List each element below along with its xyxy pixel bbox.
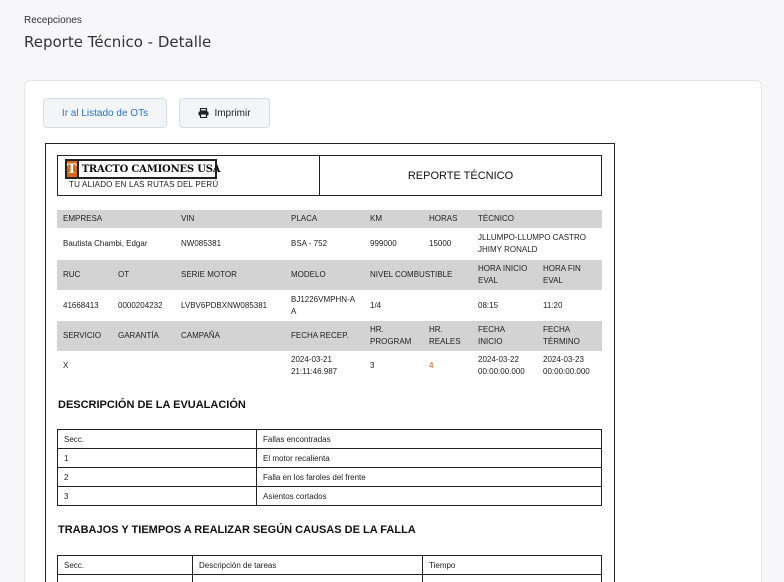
header-hora-fin-eval: HORA FIN EVAL: [543, 264, 581, 285]
value-horas: 15000: [429, 239, 452, 248]
go-to-ots-button[interactable]: [43, 98, 167, 128]
table-header-cell: Fallas encontradas: [257, 430, 602, 449]
value-fecha-recep: 2024-03-21 21:11:46.987: [291, 355, 338, 376]
value-ruc: 41668413: [63, 300, 99, 310]
header-fecha-termino: FECHA TÉRMINO: [543, 325, 580, 346]
header-fecha-inicio: FECHA INICIO: [478, 325, 505, 346]
table-header-cell: Tiempo: [423, 556, 602, 575]
value-fecha-termino: 2024-03-23 00:00:00.000: [543, 355, 590, 376]
info-value-row: [57, 290, 602, 321]
company-logo: [65, 159, 221, 179]
info-header-row: [57, 321, 602, 351]
table-header-cell: Descripción de tareas: [193, 556, 423, 575]
header-hr-reales: HR. REALES: [429, 325, 461, 346]
table-header-cell: Secc.: [58, 556, 193, 575]
value-hora-inicio-eval: 08:15: [478, 300, 499, 310]
value-placa: BSA - 752: [291, 239, 328, 248]
table-cell: 1: [58, 449, 257, 468]
table-cell: 2: [58, 468, 257, 487]
header-empresa: EMPRESA: [63, 214, 103, 223]
header-serie-motor: SERIE MOTOR: [181, 270, 237, 279]
logo-mark: T: [67, 161, 77, 177]
table-row: [58, 449, 602, 468]
info-header-row: [57, 210, 602, 228]
value-nivel-combustible: 1/4: [370, 300, 382, 310]
value-hr-program: 3: [370, 361, 375, 370]
report-logo-cell: [58, 156, 320, 195]
table-row: [58, 575, 602, 582]
value-tecnico: JLLUMPO-LLUMPO CASTRO JHIMY RONALD: [478, 233, 587, 254]
breadcrumb[interactable]: Recepciones: [24, 15, 82, 26]
value-km: 999000: [370, 239, 397, 248]
work-section-title: TRABAJOS Y TIEMPOS A REALIZAR SEGÚN CAUSAS DE LA FALLA: [58, 524, 416, 536]
print-button[interactable]: [179, 98, 270, 128]
header-placa: PLACA: [291, 214, 318, 223]
header-tecnico: TÉCNICO: [478, 214, 514, 223]
header-fecha-recep: FECHA RECEP.: [291, 331, 349, 340]
work-table: [57, 555, 602, 582]
header-vin: VIN: [181, 214, 195, 223]
header-modelo: MODELO: [291, 270, 326, 279]
go-to-ots-label: Ir al Listado de OTs: [61, 107, 149, 119]
info-value-row: [57, 228, 602, 260]
header-garantia: GARANTÍA: [118, 331, 159, 340]
table-cell: [58, 575, 193, 582]
table-cell: [193, 575, 423, 582]
table-header-row: [58, 430, 602, 449]
info-header-row: [57, 260, 602, 290]
table-header-row: [58, 556, 602, 575]
value-empresa: Bautista Chambi, Edgar: [63, 239, 148, 248]
report-heading: REPORTE TÉCNICO: [407, 169, 514, 182]
table-cell: [423, 575, 602, 582]
logo-name: TRACTO CAMIONES USA: [81, 163, 221, 175]
printer-icon: [198, 108, 209, 118]
print-label: Imprimir: [214, 107, 251, 119]
page-title: Reporte Técnico - Detalle: [24, 33, 212, 51]
header-ruc: RUC: [63, 270, 81, 279]
report-header: [57, 155, 602, 196]
header-hora-inicio-eval: HORA INICIO EVAL: [478, 264, 528, 285]
table-row: [58, 487, 602, 506]
value-hora-fin-eval: 11:20: [543, 300, 563, 310]
header-servicio: SERVICIO: [63, 331, 102, 340]
header-km: KM: [370, 214, 382, 223]
evaluation-table: [57, 429, 602, 506]
value-ot: 0000204232: [118, 300, 163, 310]
logo-tagline: TU ALIADO EN LAS RUTAS DEL PERÚ: [69, 180, 219, 189]
table-row: [58, 468, 602, 487]
table-header-cell: Secc.: [58, 430, 257, 449]
info-value-row: [57, 351, 602, 381]
value-modelo: BJ1226VMPHN-AA: [291, 294, 356, 316]
value-servicio: X: [63, 361, 69, 370]
table-cell: El motor recalienta: [257, 449, 602, 468]
header-horas: HORAS: [429, 214, 458, 223]
header-ot: OT: [118, 270, 130, 279]
header-hr-program: HR. PROGRAM: [370, 325, 412, 346]
evaluation-section-title: DESCRIPCIÓN DE LA EVUALACIÓN: [58, 399, 246, 411]
table-cell: Falla en los faroles del frente: [257, 468, 602, 487]
value-hr-reales: 4: [429, 361, 434, 370]
table-cell: 3: [58, 487, 257, 506]
value-vin: NW085381: [181, 239, 222, 248]
table-cell: Asientos cortados: [257, 487, 602, 506]
header-nivel-combustible: NIVEL COMBUSTIBLE: [370, 270, 453, 279]
header-campana: CAMPAÑA: [181, 331, 220, 340]
value-fecha-inicio: 2024-03-22 00:00:00.000: [478, 355, 525, 376]
value-serie-motor: LVBV6PDBXNW085381: [181, 300, 268, 310]
